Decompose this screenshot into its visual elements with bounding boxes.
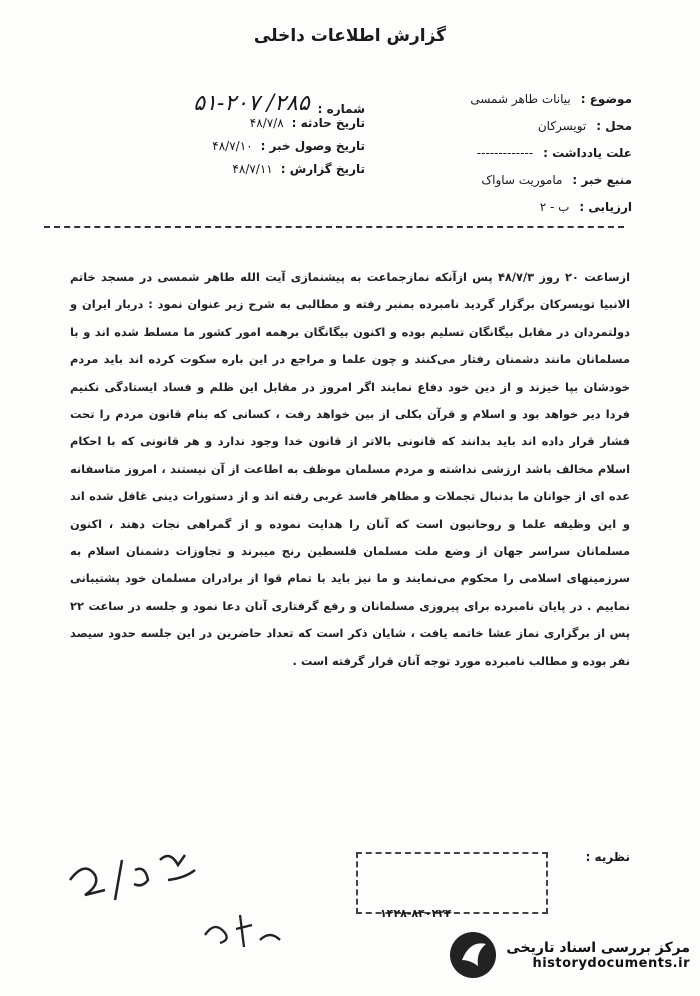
received-date-value: ۴۸/۷/۱۰ <box>212 139 253 153</box>
document-number-label: شماره : <box>317 102 365 116</box>
subject-value: بیانات طاهر شمسی <box>470 92 571 106</box>
subject-label: موضوع : <box>580 92 632 106</box>
document-number-value: ۲۸۵/ ۵۱-۲۰۷ <box>193 91 310 116</box>
report-date-value: ۴۸/۷/۱۱ <box>232 162 273 176</box>
location-label: محل : <box>596 119 632 133</box>
archive-watermark <box>448 930 690 980</box>
stamp-number: ۱۴۲۸-۸۴۰۲۲۴ <box>380 907 452 920</box>
header-row-source <box>332 173 632 200</box>
document-title: گزارش اطلاعات داخلی <box>253 26 447 46</box>
location-value: تویسرکان <box>537 119 587 133</box>
watermark-url: historydocuments.ir <box>532 955 690 971</box>
source-label: منبع خبر : <box>572 173 632 187</box>
incident-date-row <box>160 116 365 139</box>
header-row-location <box>332 119 632 146</box>
report-paragraph: ازساعت ۲۰ روز ۴۸/۷/۳ پس ازآنکه نمازجماعت به پیشنمازی آیت الله طاهر شمسی در مسجد خاتم الانبیا تویسرکان برگزار گردید نامبرده بمنبر رفته و مطالبی به شرح زیر عنوان نمود : دربار ایران و دولتمردان در مقابل بیگانگان تسلیم بوده و اکنون بیگانگان برهمه امور کشور ما مسلط شده اند و با مسلمانان مانند دشمنان رفتار می‌کنند و چون علما و مراجع در این باره سکوت کرده اند باید مردم خودشان بپا خیزند و از دین خود دفاع نمایند اگر امروز در مقابل این ظلم و فساد ایستادگی نکنیم فردا دیر خواهد بود و اسلام و قرآن بکلی از بین خواهد رفت ، کسانی که بنام قانون مردم را تحت فشار قرار داده اند باید بدانند که قانونی بالاتر از قانون خدا وجود ندارد و هر قانونی که با احکام اسلام مخالف باشد ارزشی نداشته و مردم مسلمان موظف به اطاعت از آن نیستند ، امروز متاسفانه عده ای از جوانان ما بدنبال تجملات و مظاهر فاسد غربی رفته اند و از دستورات دینی غافل شده اند و این وظیفه علما و روحانیون است که آنان را هدایت نموده و از گمراهی نجات دهند ، اکنون مسلمانان سراسر جهان از وضع ملت مسلمان فلسطین رنج میبرند و تجاوزات دشمنان اسلام به سرزمینهای اسلامی را محکوم می‌نمایند و ما نیز باید با تمام قوا از برادران مسلمان خود پشتیبانی نماییم . در پایان نامبرده برای پیروزی مسلمانان و رفع گرفتاری آنان دعا نمود و جلسه در ساعت ۲۲ پس از برگزاری نماز عشا خاتمه یافت ، شایان ذکر است که تعداد حاضرین در این جلسه حدود سیصد نفر بوده و مطالب نامبرده مورد توجه آنان قرار گرفته است . <box>70 270 630 668</box>
document-number-row <box>160 82 365 116</box>
header-fields-right <box>332 92 632 227</box>
watermark-text <box>506 940 690 971</box>
watermark-org-name: مرکز بررسی اسناد تاریخی <box>506 939 690 956</box>
report-date-row <box>160 162 365 185</box>
report-date-label: تاریخ گزارش : <box>280 162 365 176</box>
evaluation-label: ارزیابی : <box>579 200 632 214</box>
incident-date-label: تاریخ حادثه : <box>291 116 365 130</box>
report-body <box>70 264 630 675</box>
reason-value: ------------- <box>476 146 534 160</box>
handwritten-initials <box>200 905 290 955</box>
incident-date-value: ۴۸/۷/۸ <box>249 116 284 130</box>
archive-logo-icon <box>448 930 498 980</box>
evaluation-value: ب - ۲ <box>539 200 570 214</box>
reason-label: علت یادداشت : <box>543 146 632 160</box>
received-date-row <box>160 139 365 162</box>
source-value: ماموریت ساواک <box>481 173 563 187</box>
registration-stamp <box>356 852 548 914</box>
header-divider <box>44 226 624 228</box>
header-row-reason <box>332 146 632 173</box>
header-row-subject <box>332 92 632 119</box>
header-row-evaluation <box>332 200 632 227</box>
opinion-label: نظریه : <box>585 850 630 864</box>
header-fields-left <box>160 82 365 185</box>
handwritten-annotation <box>60 840 210 920</box>
received-date-label: تاریخ وصول خبر : <box>260 139 365 153</box>
